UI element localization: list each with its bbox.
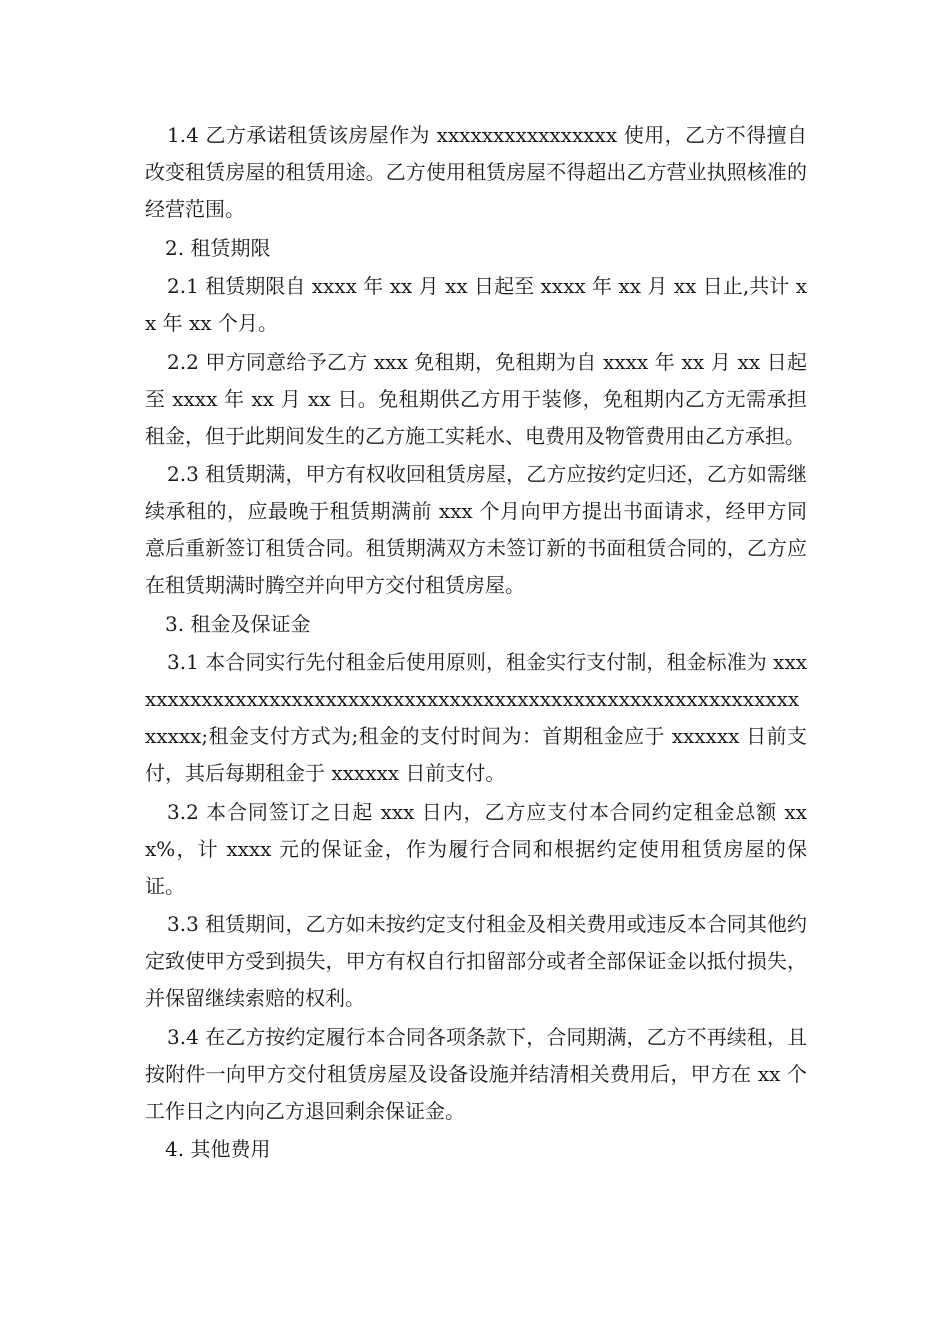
document-body: [145, 117, 807, 1170]
section-heading-3: 3. 租金及保证金: [165, 611, 311, 636]
clause-3-1: 3.1 本合同实行先付租金后使用原则，租金实行支付制，租金标准为 xxxxxxxxxxxxxxxxxxxxxxxxxxxxxxxxxxxxxxxxxxxxxxxxxxxxxxxxxxxxxxxxxx;租金支付方式为;租金的支付时间为：首期租金应于 xxxxxx 日前支付，其后每期租金于 xxxxxx 日前支付。: [145, 650, 807, 785]
clause-1-4: 1.4 乙方承诺租赁该房屋作为 xxxxxxxxxxxxxxxx 使用，乙方不得擅自改变租赁房屋的租赁用途。乙方使用租赁房屋不得超出乙方营业执照核准的经营范围。: [145, 123, 807, 221]
clause-2-1: 2.1 租赁期限自 xxxx 年 xx 月 xx 日起至 xxxx 年 xx 月 xx 日止,共计 xx 年 xx 个月。: [145, 274, 807, 335]
clause-3-4: 3.4 在乙方按约定履行本合同各项条款下，合同期满，乙方不再续租，且按附件一向甲方交付租赁房屋及设备设施并结清相关费用后，甲方在 xx 个工作日之内向乙方退回剩余保证金。: [145, 1024, 807, 1123]
section-heading-4: 4. 其他费用: [165, 1137, 271, 1161]
clause-2-3: 2.3 租赁期满，甲方有权收回租赁房屋，乙方应按约定归还，乙方如需继续承租的，应最晚于租赁期满前 xxx 个月向甲方提出书面请求，经甲方同意后重新签订租赁合同。租赁期满双方未签订新的书面租赁合同的，乙方应在租赁期满时腾空并向甲方交付租赁房屋。: [145, 462, 807, 597]
clause-2-2: 2.2 甲方同意给予乙方 xxx 免租期，免租期为自 xxxx 年 xx 月 xx 日起至 xxxx 年 xx 月 xx 日。免租期供乙方用于装修，免租期内乙方无需承担租金，但于此期间发生的乙方施工实耗水、电费用及物管费用由乙方承担。: [145, 349, 807, 448]
section-heading-2: 2. 租赁期限: [165, 235, 271, 260]
clause-3-2: 3.2 本合同签订之日起 xxx 日内，乙方应支付本合同约定租金总额 xxx%，计 xxxx 元的保证金，作为履行合同和根据约定使用租赁房屋的保证。: [145, 799, 807, 898]
clause-3-3: 3.3 租赁期间，乙方如未按约定支付租金及相关费用或违反本合同其他约定致使甲方受到损失，甲方有权自行扣留部分或者全部保证金以抵付损失，并保留继续索赔的权利。: [145, 912, 807, 1010]
